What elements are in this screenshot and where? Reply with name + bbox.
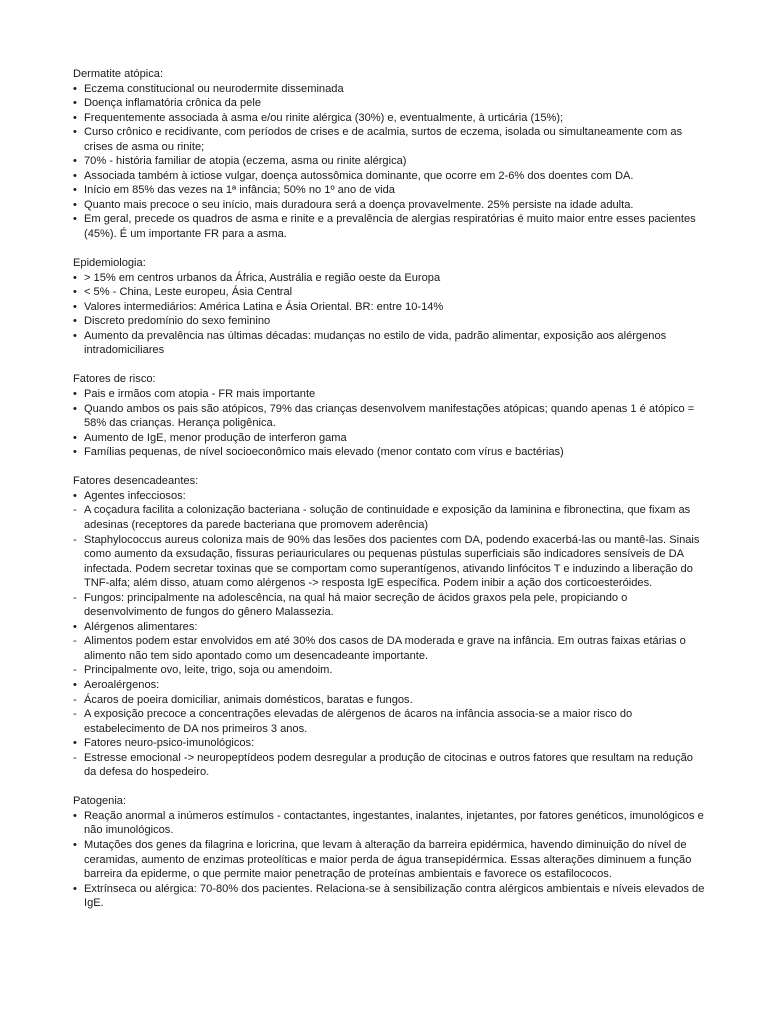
section-heading: Dermatite atópica: — [73, 68, 164, 80]
bullet-item: • Reação anormal a inúmeros estímulos - contactantes, ingestantes, inalantes, injetantes, por fatores genéticos, imunológicos e não imunológicos. — [73, 809, 708, 838]
dash-item: - Fungos: principalmente na adolescência, na qual há maior secreção de ácidos graxos pela pele, propiciando o desenvolvimento de fungos do gênero Malassezia. — [73, 591, 708, 620]
section — [73, 474, 708, 779]
bullet-item: • Curso crônico e recidivante, com períodos de crises e de acalmia, surtos de eczema, isolada ou simultaneamente com as crises de asma ou rinite; — [73, 125, 708, 154]
item-list — [73, 271, 708, 358]
bullet-item: • Aumento de IgE, menor produção de interferon gama — [73, 431, 708, 446]
dash-item: - Alimentos podem estar envolvidos em até 30% dos casos de DA moderada e grave na infância. Em outras faixas etárias o alimento não tem sido apontado como um desencadeante importante. — [73, 634, 708, 663]
bullet-item: • Aeroalérgenos: — [73, 678, 708, 693]
bullet-item: • Famílias pequenas, de nível socioeconômico mais elevado (menor contato com vírus e bactérias) — [73, 445, 708, 460]
dash-item: - Staphylococcus aureus coloniza mais de 90% das lesões dos pacientes com DA, podendo exacerbá-las ou mantê-las. Sinais como aumento da exsudação, fissuras periauriculares ou pequenas pústulas superficiais são indicadores sensíveis de DA infectada. Podem secretar toxinas que se comportam como superantígenos, ativando linfócitos T e induzindo a liberação do TNF-alfa; além disso, atuam como alérgenos -> resposta IgE específica. Podem inibir a ação dos corticoesteróides. — [73, 533, 708, 591]
bullet-item: • > 15% em centros urbanos da África, Austrália e região oeste da Europa — [73, 271, 708, 286]
bullet-item: • Discreto predomínio do sexo feminino — [73, 314, 708, 329]
bullet-item: • Quanto mais precoce o seu início, mais duradoura será a doença provavelmente. 25% persiste na idade adulta. — [73, 198, 708, 213]
bullet-item: • < 5% - China, Leste europeu, Ásia Central — [73, 285, 708, 300]
section — [73, 67, 708, 242]
bullet-item: • Início em 85% das vezes na 1ª infância; 50% no 1º ano de vida — [73, 183, 708, 198]
bullet-item: • Fatores neuro-psico-imunológicos: — [73, 736, 708, 751]
section-heading: Epidemiologia: — [73, 257, 146, 270]
item-list — [73, 387, 708, 460]
bullet-item: • Valores intermediários: América Latina e Ásia Oriental. BR: entre 10-14% — [73, 300, 708, 315]
bullet-item: • Frequentemente associada à asma e/ou rinite alérgica (30%) e, eventualmente, à urticária (15%); — [73, 111, 708, 126]
bullet-item: • Doença inflamatória crônica da pele — [73, 96, 708, 111]
dash-item: - A exposição precoce a concentrações elevadas de alérgenos de ácaros na infância associa-se a maior risco do estabelecimento de DA nos primeiros 3 anos. — [73, 707, 708, 736]
section — [73, 372, 708, 459]
bullet-item: • Quando ambos os pais são atópicos, 79% das crianças desenvolvem manifestações atópicas; quando apenas 1 é atópico = 58% das crianças. Herança poligênica. — [73, 402, 708, 431]
item-list — [73, 809, 708, 911]
dash-item: - Estresse emocional -> neuropeptídeos podem desregular a produção de citocinas e outros fatores que resultam na redução da defesa do hospedeiro. — [73, 751, 708, 780]
dash-item: - Ácaros de poeira domiciliar, animais domésticos, baratas e fungos. — [73, 693, 708, 708]
bullet-item: • Mutações dos genes da filagrina e loricrina, que levam à alteração da barreira epidérmica, havendo diminuição do nível de ceramidas, aumento de enzimas proteolíticas e maior perda de água transepidérmica. Essas alterações diminuem a função barreira da epiderme, o que permite maior penetração de proteínas ambientais e favorece os estafilococos. — [73, 838, 708, 882]
section-heading: Fatores de risco: — [73, 373, 156, 386]
item-list — [73, 82, 708, 242]
item-list — [73, 489, 708, 780]
bullet-item: • Extrínseca ou alérgica: 70-80% dos pacientes. Relaciona-se à sensibilização contra alérgicos ambientais e níveis elevados de IgE. — [73, 882, 708, 911]
bullet-item: • Aumento da prevalência nas últimas décadas: mudanças no estilo de vida, padrão alimentar, exposição aos alérgenos intradomiciliares — [73, 329, 708, 358]
section-heading: Fatores desencadeantes: — [73, 475, 199, 488]
section — [73, 794, 708, 910]
bullet-item: • Associada também à ictiose vulgar, doença autossômica dominante, que ocorre em 2-6% dos doentes com DA. — [73, 169, 708, 184]
bullet-item: • 70% - história familiar de atopia (eczema, asma ou rinite alérgica) — [73, 154, 708, 169]
dash-item: - Principalmente ovo, leite, trigo, soja ou amendoim. — [73, 663, 708, 678]
section-heading: Patogenia: — [73, 795, 127, 808]
dash-item: - A coçadura facilita a colonização bacteriana - solução de continuidade e exposição da laminina e fibronectina, que fixam as adesinas (receptores da parede bacteriana que promovem aderência) — [73, 503, 708, 532]
section — [73, 256, 708, 358]
bullet-item: • Eczema constitucional ou neurodermite disseminada — [73, 82, 708, 97]
bullet-item: • Alérgenos alimentares: — [73, 620, 708, 635]
bullet-item: • Agentes infecciosos: — [73, 489, 708, 504]
bullet-item: • Em geral, precede os quadros de asma e rinite e a prevalência de alergias respiratórias é muito maior entre esses pacientes (45%). É um importante FR para a asma. — [73, 212, 708, 241]
bullet-item: • Pais e irmãos com atopia - FR mais importante — [73, 387, 708, 402]
